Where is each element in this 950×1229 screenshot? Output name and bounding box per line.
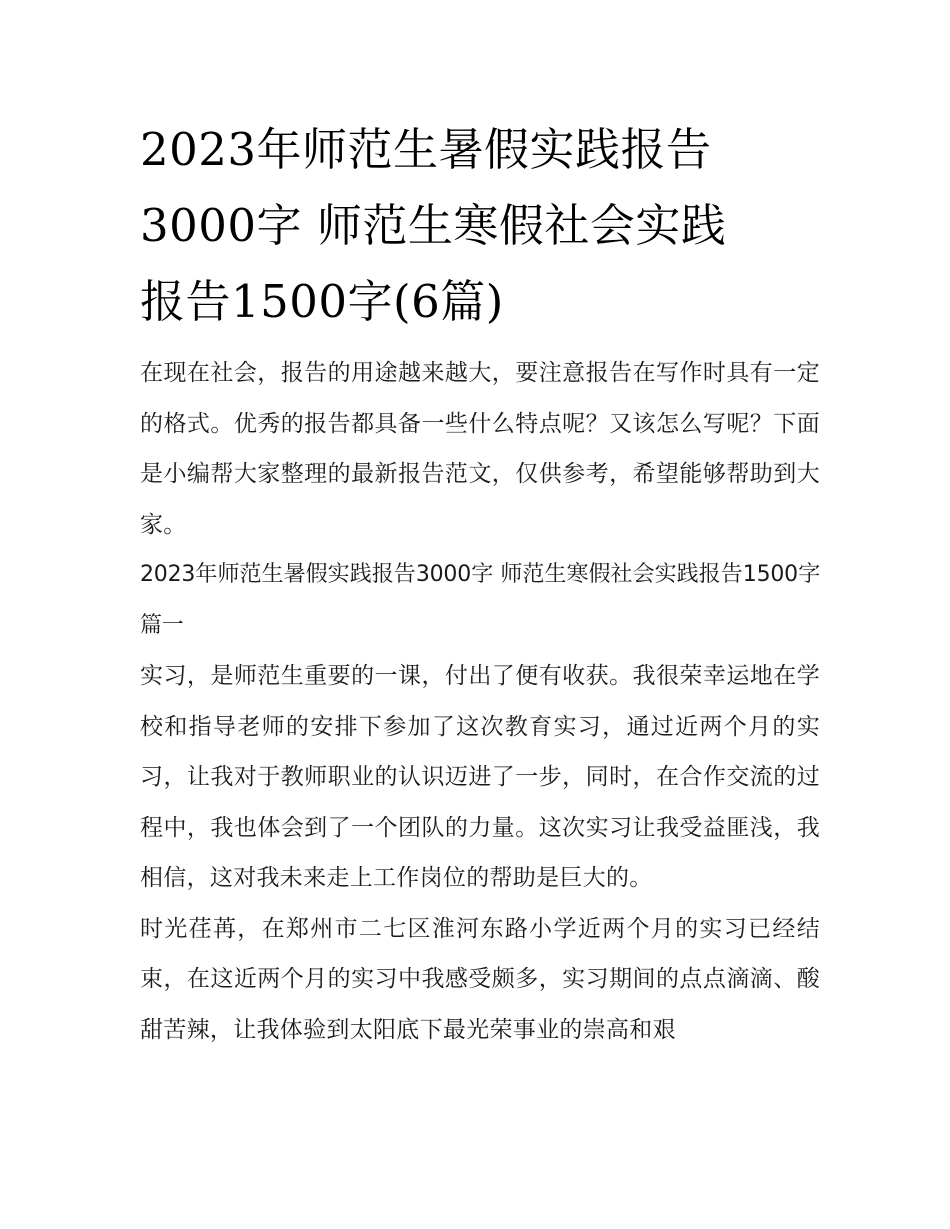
section-heading: 2023年师范生暑假实践报告3000字 师范生寒假社会实践报告1500字篇一 [140,562,820,638]
body-paragraph-1: 实习，是师范生重要的一课，付出了便有收获。我很荣幸运地在学校和指导老师的安排下参加了这次教育实习，通过近两个月的实习，让我对于教师职业的认识迈进了一步，同时，在合作交流的过程中，我也体会到了一个团队的力量。这次实习让我受益匪浅，我相信，这对我未来走上工作岗位的帮助是巨大的。 [140,663,820,891]
title-line-1: 2023年师范生暑假实践报告 [140,123,712,176]
document-title [140,112,820,340]
title-line-2: 3000字 师范生寒假社会实践 [140,199,727,252]
title-line-3: 报告1500字(6篇) [140,275,504,328]
intro-paragraph: 在现在社会，报告的用途越来越大，要注意报告在写作时具有一定的格式。优秀的报告都具备一些什么特点呢？又该怎么写呢？下面是小编帮大家整理的最新报告范文，仅供参考，希望能够帮助到大家。 [140,360,820,538]
body-paragraph-2: 时光荏苒，在郑州市二七区淮河东路小学近两个月的实习已经结束，在这近两个月的实习中我感受颇多，实习期间的点点滴滴、酸甜苦辣，让我体验到太阳底下最光荣事业的崇高和艰 [140,915,820,1043]
document-content [140,112,820,1055]
